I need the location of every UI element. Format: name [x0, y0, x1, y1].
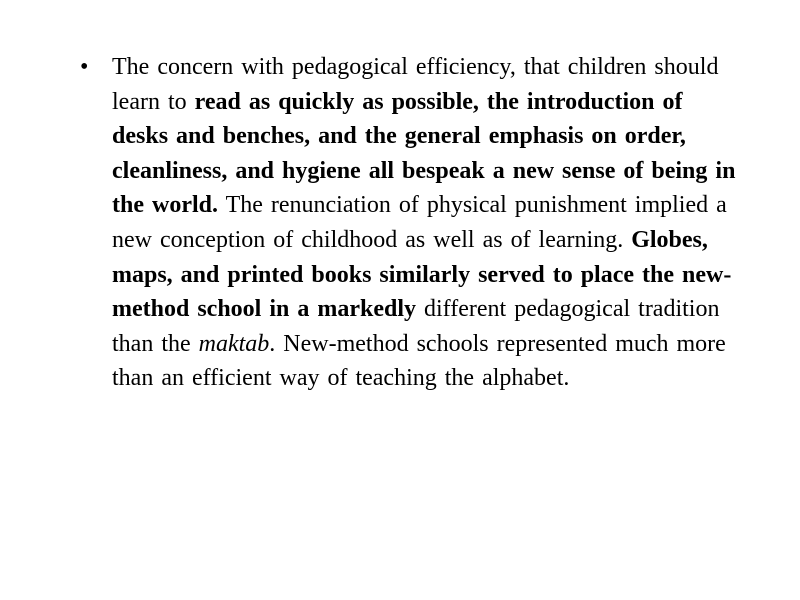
bullet-icon: •: [80, 54, 89, 80]
text-segment-bold: read as quickly as possible, the introduction of desks and benches, and the general emphasis on order, cleanliness, and hygiene all bespeak a new sense of being in the world.: [112, 88, 736, 219]
bullet-item: [80, 50, 740, 396]
text-segment: The concern with pedagogical efficiency, that children should learn to: [112, 54, 719, 115]
text-segment-bold: Globes, maps, and printed books similarly served to place the new-method school in a markedly: [112, 226, 732, 323]
text-segment-italic: maktab: [198, 330, 270, 357]
text-segment: . New-method schools represented much more than an efficient way of teaching the alphabet.: [112, 330, 726, 392]
text-segment: The renunciation of physical punishment implied a new conception of childhood as well as of learning.: [112, 192, 727, 253]
paragraph-text: [112, 50, 740, 396]
text-segment: different pedagogical tradition than the: [112, 296, 720, 357]
